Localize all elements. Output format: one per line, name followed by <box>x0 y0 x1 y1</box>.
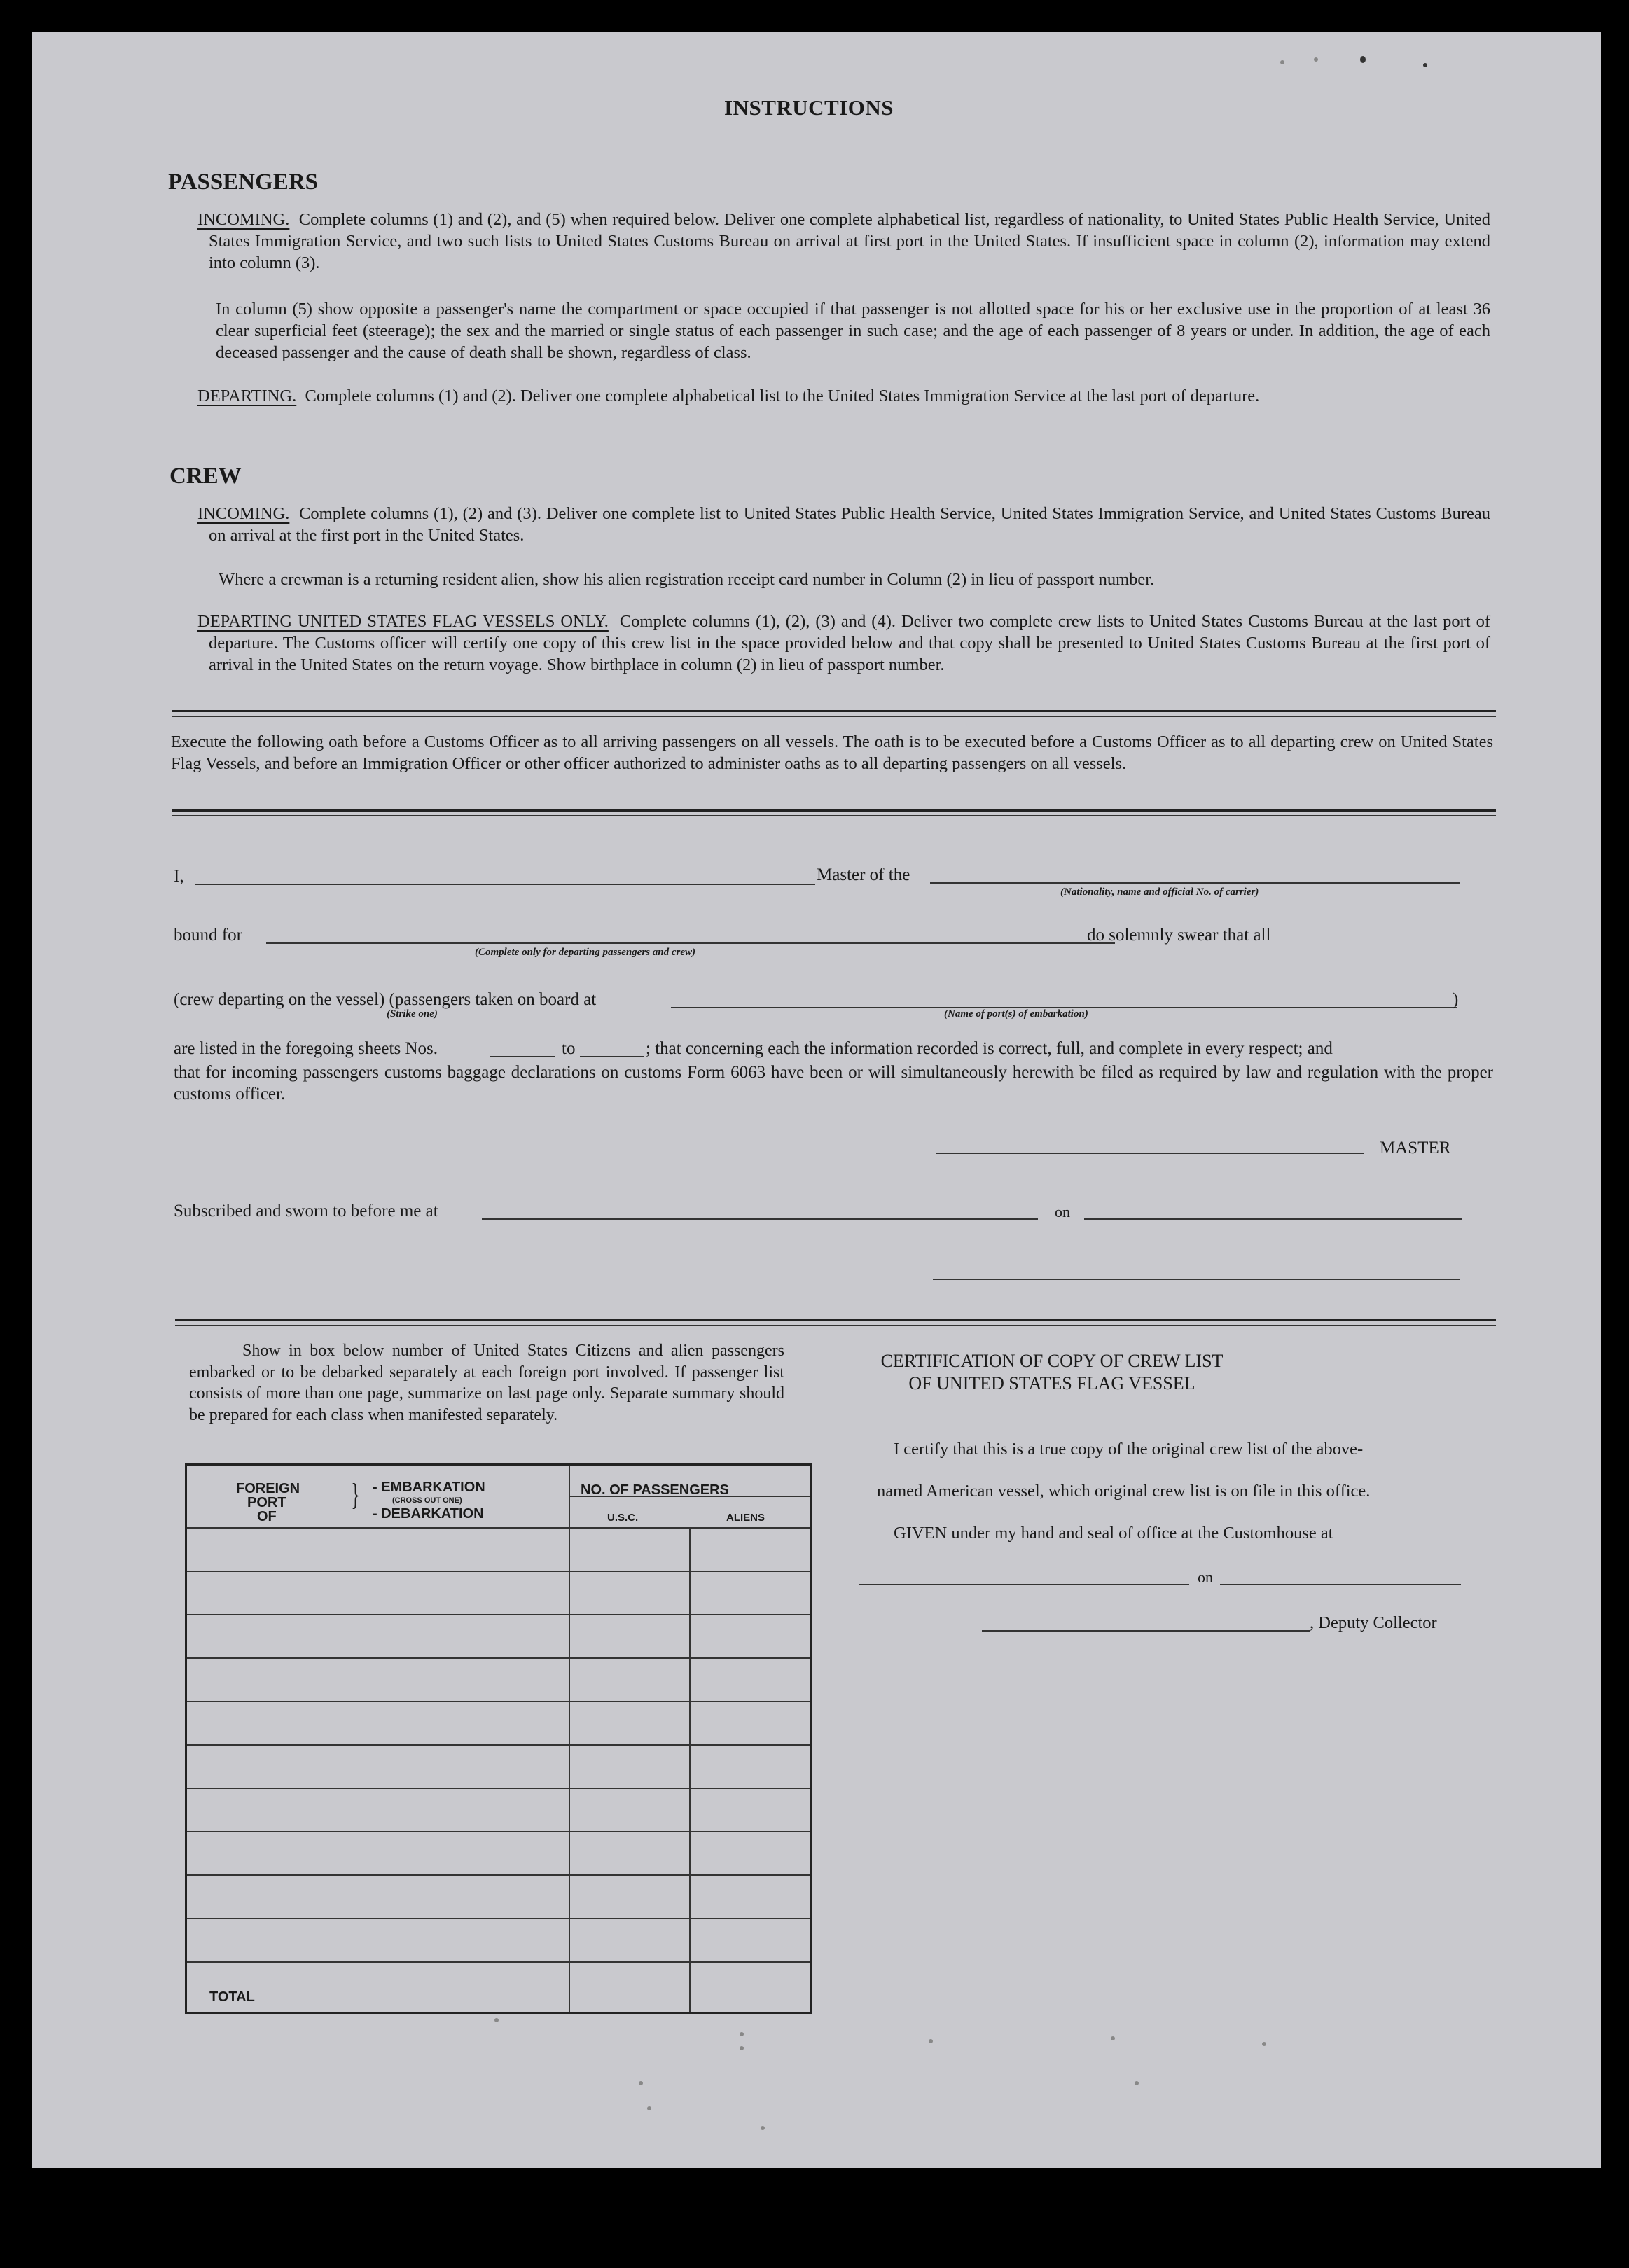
ports-hint: (Name of port(s) of embarkation) <box>944 1008 1088 1020</box>
deputy-collector-label: , Deputy Collector <box>1310 1613 1437 1632</box>
carrier-hint: (Nationality, name and official No. of carrier) <box>1060 886 1259 898</box>
strike-one-hint: (Strike one) <box>387 1008 438 1020</box>
table-total-label: TOTAL <box>209 1989 255 2005</box>
sheet-to-field[interactable] <box>580 1056 644 1057</box>
bound-for-label: bound for <box>174 926 242 945</box>
scan-speck <box>647 2106 651 2110</box>
table-row[interactable] <box>187 1831 810 1832</box>
oath-i-label: I, <box>174 867 184 886</box>
divider-rule <box>172 815 1496 816</box>
sworn-date-field[interactable] <box>1084 1218 1462 1220</box>
certification-title-line-1: CERTIFICATION OF COPY OF CREW LIST <box>880 1351 1224 1371</box>
table-header-bottom <box>187 1527 810 1529</box>
carrier-field[interactable] <box>930 882 1460 884</box>
divider-rule <box>175 1319 1496 1321</box>
scan-speck <box>761 2126 765 2130</box>
certification-line-1: I certify that this is a true copy of the original crew list of the above- <box>894 1440 1364 1459</box>
scan-speck <box>1360 56 1366 63</box>
sworn-place-field[interactable] <box>482 1218 1038 1220</box>
table-col-port: PORT <box>247 1495 286 1510</box>
brace-left-icon: } <box>351 1477 360 1512</box>
deputy-signature-field[interactable] <box>982 1630 1310 1632</box>
summary-instructions <box>189 1340 784 1426</box>
divider-rule <box>172 710 1496 712</box>
table-row[interactable] <box>187 1788 810 1789</box>
passengers-incoming-text: Complete columns (1) and (2), and (5) when required below. Deliver one complete alphabetical list, regardless of nationality, to United States Public Health Service, United States Immigration Service, and two such lists to United States Customs Bureau on arrival at first port in the United States. If insufficient space in column (2), information may extend into column (3). <box>209 210 1491 272</box>
scan-speck <box>740 2032 744 2036</box>
table-debarkation: - DEBARKATION <box>373 1506 484 1522</box>
certification-line-3: GIVEN under my hand and seal of office at the Customhouse at <box>894 1524 1333 1543</box>
master-signature-field[interactable] <box>936 1153 1364 1154</box>
scan-speck <box>740 2046 744 2050</box>
passengers-departing-paragraph <box>197 385 1490 407</box>
table-col-foreign: FOREIGN <box>236 1481 300 1496</box>
crew-departing-text: Complete columns (1), (2), (3) and (4). Deliver two complete crew lists to United States Customs Bureau at the last port of departure. The Customs officer will certify one copy of this crew list in the space provided below and that copy shall be presented to United States Customs Bureau at the first port of arrival in the United States on the return voyage. Show birthplace in column (2) in lieu of passport number. <box>209 612 1490 674</box>
certification-line-2: named American vessel, which original crew list is on file in this office. <box>877 1482 1371 1501</box>
crew-departing-label: DEPARTING UNITED STATES FLAG VESSELS ONLY. <box>197 612 609 631</box>
listed-to-label: to <box>562 1039 576 1058</box>
scan-speck <box>1262 2042 1266 2046</box>
scan-speck <box>1135 2081 1139 2085</box>
passengers-departing-label: DEPARTING. <box>197 387 297 405</box>
listed-sheets-text: are listed in the foregoing sheets Nos. <box>174 1039 438 1058</box>
table-row[interactable] <box>187 1918 810 1919</box>
swear-text: do solemnly swear that all <box>1087 926 1271 945</box>
table-row[interactable] <box>187 1744 810 1746</box>
certification-title <box>793 1350 1311 1395</box>
sheet-from-field[interactable] <box>490 1056 555 1057</box>
table-column-divider <box>569 1466 570 2012</box>
table-row[interactable] <box>187 1874 810 1876</box>
baggage-declaration-text: that for incoming passengers customs baggage declarations on customs Form 6063 have been or will simultaneously herewith be filed as required by law and regulation with the proper customs officer. <box>174 1063 1493 1104</box>
passenger-summary-table <box>185 1463 812 2014</box>
certification-on-label: on <box>1198 1568 1213 1586</box>
master-of-label: Master of the <box>817 865 910 884</box>
table-col-of: OF <box>257 1509 277 1524</box>
oath-instruction-paragraph <box>171 731 1493 774</box>
crew-incoming-paragraph <box>197 503 1490 546</box>
table-col-passengers: NO. OF PASSENGERS <box>581 1482 729 1498</box>
table-cross-out: (CROSS OUT ONE) <box>392 1496 462 1505</box>
table-row[interactable] <box>187 1701 810 1702</box>
sworn-on-label: on <box>1055 1203 1070 1220</box>
scan-speck <box>929 2039 933 2043</box>
form-sheet <box>32 32 1601 2168</box>
scan-speck <box>1423 63 1427 67</box>
table-row[interactable] <box>187 1657 810 1659</box>
listed-correct-text: ; that concerning each the information recorded is correct, full, and complete in every respect; and <box>646 1039 1333 1058</box>
scan-speck <box>639 2081 643 2085</box>
divider-rule <box>172 809 1496 812</box>
table-column-divider <box>689 1527 691 2012</box>
crew-departing-option: (crew departing on the vessel) (passengers taken on board at <box>174 990 597 1009</box>
oath-instruction-text: Execute the following oath before a Customs Officer as to all arriving passengers on all vessels. The oath is to be executed before a Customs Officer as to all departing crew on United States Flag Vessels, and before an Immigration Officer or other officer authorized to administer oaths as to all departing passengers on all vessels. <box>171 732 1493 773</box>
crew-incoming-text: Complete columns (1), (2) and (3). Deliver one complete list to United States Public Health Service, United States Immigration Service, and United States Customs Bureau on arrival at the first port in the United States. <box>209 504 1490 545</box>
crew-heading: CREW <box>169 464 242 489</box>
scan-speck <box>1314 57 1318 62</box>
master-label: MASTER <box>1380 1139 1451 1157</box>
table-col-aliens: ALIENS <box>726 1512 765 1524</box>
passengers-incoming-paragraph <box>197 209 1490 274</box>
officer-signature-field[interactable] <box>933 1279 1460 1280</box>
crew-incoming-label: INCOMING. <box>197 504 290 523</box>
baggage-declaration-paragraph <box>174 1062 1493 1105</box>
scan-speck <box>494 2018 499 2022</box>
summary-instructions-text: Show in box below number of United States Citizens and alien passengers embarked or to be debarked separately at each foreign port involved. If passenger list consists of more than one page, summarize on last page only. Separate summary should be prepared for each class when manifested separately. <box>189 1342 784 1424</box>
table-row[interactable] <box>187 1961 810 1963</box>
passengers-heading: PASSENGERS <box>168 169 318 195</box>
bound-for-hint: (Complete only for departing passengers and crew) <box>475 947 695 958</box>
passengers-column5-paragraph <box>216 298 1490 363</box>
table-row[interactable] <box>187 1614 810 1615</box>
customhouse-field[interactable] <box>859 1584 1189 1585</box>
divider-rule <box>172 716 1496 717</box>
scan-speck <box>1111 2036 1115 2040</box>
bound-for-field[interactable] <box>266 942 1115 944</box>
divider-rule <box>175 1325 1496 1326</box>
page-title: INSTRUCTIONS <box>724 95 894 120</box>
master-name-field[interactable] <box>195 884 815 885</box>
scan-speck <box>1280 60 1284 64</box>
passengers-departing-text: Complete columns (1) and (2). Deliver one complete alphabetical list to the United States Immigration Service at the last port of departure. <box>305 387 1260 405</box>
crew-resident-paragraph <box>219 569 1493 590</box>
certification-date-field[interactable] <box>1220 1584 1461 1585</box>
subscribed-label: Subscribed and sworn to before me at <box>174 1202 438 1220</box>
table-col-usc: U.S.C. <box>607 1512 639 1524</box>
table-row[interactable] <box>187 1571 810 1572</box>
passengers-incoming-label: INCOMING. <box>197 210 290 229</box>
close-paren: ) <box>1453 990 1459 1009</box>
crew-resident-text: Where a crewman is a returning resident alien, show his alien registration receipt card number in Column (2) in lieu of passport number. <box>219 570 1155 589</box>
crew-departing-paragraph <box>197 611 1490 676</box>
passengers-column5-text: In column (5) show opposite a passenger's name the compartment or space occupied if that passenger is not allotted space for his or her exclusive use in the proportion of at least 36 clear superficial feet (steerage); the sex and the married or single status of each passenger in such case; and the age of each passenger of 8 years or under. In addition, the age of each deceased passenger and the cause of death shall be shown, regardless of class. <box>216 300 1490 362</box>
certification-title-line-2: OF UNITED STATES FLAG VESSEL <box>908 1373 1195 1393</box>
table-embarkation: - EMBARKATION <box>373 1480 485 1495</box>
